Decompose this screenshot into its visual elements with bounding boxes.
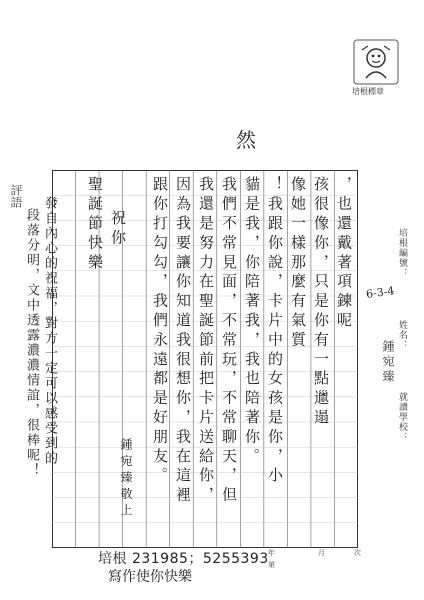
student-name: 鍾宛臻	[381, 340, 395, 385]
essay-column-8: 因為我要讓你知道我很想你，我在這裡	[174, 176, 192, 506]
footer-year-label: 年	[268, 549, 275, 557]
essay-column-9: 跟你打勾勾，我們永遠都是好朋友。	[151, 176, 169, 487]
essay-column-5: 貓是我，你陪著我，我也陪著你。	[243, 176, 261, 467]
essay-column-11: 聖誕節快樂	[86, 176, 104, 273]
essay-column-1: ，也還戴著項鍊呢	[335, 176, 353, 332]
essay-title-char: 然	[236, 128, 256, 152]
essay-column-3: 像她一樣那麼有氣質	[289, 176, 307, 351]
essay-column-4: ！我跟你說，卡片中的女孩是你，小	[266, 176, 284, 487]
footer-slogan: 寫作使你快樂	[108, 569, 192, 585]
footer-seq-label: 第	[268, 561, 275, 569]
school-code-label: 培根編號：	[397, 228, 407, 278]
essay-column-10: 祝你	[109, 210, 127, 249]
essay-column-6: 我們不常見面，不常玩，不常聊天，但	[220, 176, 238, 506]
stamp-label: 培根標章	[352, 87, 384, 96]
school-field-label: 就讀學校：	[397, 392, 407, 442]
essay-column-2: 孩很像你，只是你有一點邋遢	[312, 176, 330, 429]
footer-month-label: 月	[318, 549, 325, 557]
comment-line-1: 發自內心的祝福，對方一定可以感受到的	[42, 196, 57, 466]
footer-phone: 培根 231985；5255393	[98, 551, 269, 567]
essay-signature: 鍾宛臻敬上	[119, 438, 133, 520]
comment-line-2: 段落分明，文中透露濃濃情誼，很棒呢！	[24, 208, 39, 478]
essay-column-7: 我還是努力在聖誕節前把卡片送給你，	[197, 176, 215, 506]
footer-order-label: 次	[354, 549, 361, 557]
name-label: 姓名：	[397, 320, 407, 350]
school-code-value: 6-3-4	[365, 284, 396, 301]
comment-label: 評語	[9, 184, 23, 208]
mascot-stamp-logo	[352, 38, 400, 86]
